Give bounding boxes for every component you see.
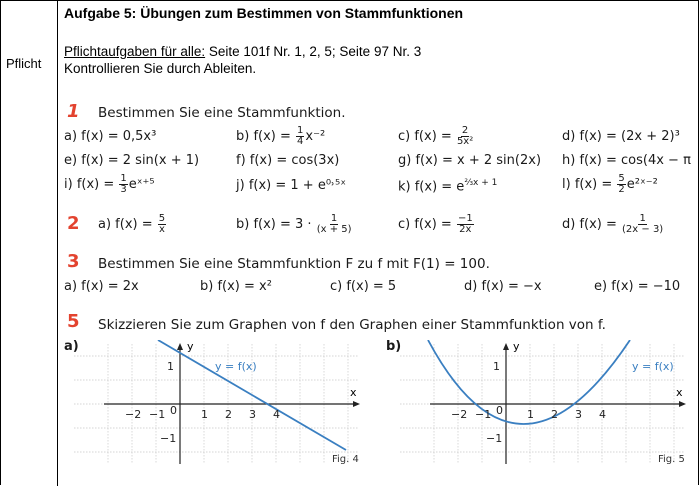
graph-a-func-label: y = f(x) [215,360,257,373]
ex2-c [398,214,475,235]
ex1-c-num: 2 [461,125,469,136]
ex2-b-pre: b) f(x) = 3 · [236,217,316,232]
assignment-pages: Seite 101f Nr. 1, 2, 5; Seite 97 Nr. 3 [205,44,422,59]
graph-b-tick: −2 [451,408,468,421]
ex2-d [562,214,664,235]
ex1-b-frac [296,126,304,147]
ex1-c-pre: c) f(x) = [398,129,456,144]
ex1-l-pre: l) f(x) = [562,177,617,192]
ex1-i-post: eˣ⁺⁵ [128,177,155,192]
ex3-c: c) f(x) = 5 [330,279,397,294]
ex2-a-den: x [158,224,165,235]
ex1-f: f) f(x) = cos(3x) [236,153,340,168]
graph-b-y-axis-label: y [513,340,520,353]
ex3-number: 3 [67,251,80,272]
pflicht-label: Pflicht [6,56,42,71]
ex1-b [236,126,325,147]
ex2-b-frac [317,214,352,235]
ex1-i [64,174,155,195]
ex1-l-post: e²ˣ⁻² [626,177,658,192]
textbook-excerpt [64,96,698,484]
ex2-a [98,214,167,235]
ex1-i-frac [119,174,127,195]
graph-a-y-axis-label: y [187,340,194,353]
ex1-b-den: 4 [297,136,304,147]
ex3-title: Bestimmen Sie eine Stammfunktion F zu f mit F(1) = 100. [98,256,490,272]
ex1-b-pre: b) f(x) = [236,129,296,144]
graph-b-tick: 1 [527,408,534,421]
graph-a-label: a) [64,339,79,354]
ex3-e: e) f(x) = −10 [594,279,681,294]
graph-b-tick: 1 [493,360,500,373]
ex1-i-num: 1 [120,173,127,184]
graph-a [74,340,366,468]
ex1-h: h) f(x) = cos(4x − π [562,153,691,168]
graph-a-tick: 3 [249,408,256,421]
graph-a-x-arrow [353,401,360,407]
graph-b-x-axis-label: x [676,386,683,399]
ex1-c-frac [457,126,473,147]
ex3-d: d) f(x) = −x [464,279,542,294]
ex1-b-num: 1 [297,125,304,136]
graph-a-tick: −1 [160,432,177,445]
graph-b-y-arrow [503,343,509,350]
graph-b-func-label: y = f(x) [632,360,674,373]
graph-a-y-arrow [177,343,183,350]
ex2-number: 2 [67,213,80,234]
ex1-e: e) f(x) = 2 sin(x + 1) [64,153,200,168]
graph-b [400,340,692,468]
ex2-c-pre: c) f(x) = [398,217,456,232]
graph-a-tick: 1 [201,408,208,421]
ex1-c [398,126,474,147]
ex2-a-num: 5 [158,213,166,224]
page-title: Aufgabe 5: Übungen zum Bestimmen von Stammfunktionen [64,5,464,21]
graph-a-tick: 1 [167,360,174,373]
graph-a-x-axis-label: x [350,386,357,399]
ex2-a-pre: a) f(x) = [98,217,157,232]
ex1-l [562,174,658,195]
ex1-k [398,178,497,194]
graph-b-tick: 2 [551,408,558,421]
graph-b-tick: 0 [496,404,503,417]
ex1-l-den: 2 [618,184,625,195]
ex2-b-num: 1 [330,213,338,224]
graph-b-tick: 3 [575,408,582,421]
graph-b-x-arrow [679,401,686,407]
graph-a-fig: Fig. 4 [332,454,359,465]
graph-a-tick: −2 [125,408,142,421]
ex1-g: g) f(x) = x + 2 sin(2x) [398,153,542,168]
ex1-c-den: 5x² [456,136,474,147]
graph-b-tick: −1 [486,432,503,445]
ex3-b: b) f(x) = x² [200,279,272,294]
ex1-number: 1 [67,101,80,122]
ex1-b-post: x⁻² [305,129,326,144]
ex2-c-den: 2x [459,224,472,235]
ex2-b [236,214,353,235]
ex1-l-frac [617,174,625,195]
ex2-b-den: (x + 5) [316,224,352,235]
ex2-d-frac [622,214,663,235]
check-line: Kontrollieren Sie durch Ableiten. [64,61,257,76]
ex1-k-exp: ⅔x + 1 [464,178,498,188]
graph-b-fig: Fig. 5 [658,454,685,465]
ex5-title: Skizzieren Sie zum Graphen von f den Graphen einer Stammfunktion von f. [98,317,606,333]
ex2-c-frac [457,214,474,235]
ex1-j: j) f(x) = 1 + e⁰˒⁵ˣ [236,178,346,193]
ex5-number: 5 [67,311,80,332]
graph-a-tick: 2 [225,408,232,421]
ex2-d-num: 1 [639,213,646,224]
graph-a-tick: 0 [170,404,177,417]
ex1-d: d) f(x) = (2x + 2)³ [562,129,680,144]
ex1-a: a) f(x) = 0,5x³ [64,129,157,144]
ex3-a: a) f(x) = 2x [64,279,139,294]
column-divider [57,0,58,486]
graph-b-tick: 4 [599,408,606,421]
ex1-title: Bestimmen Sie eine Stammfunktion. [98,105,346,121]
graph-a-tick: 4 [273,408,280,421]
assignment-line [64,44,421,59]
graph-a-tick: −1 [149,408,166,421]
ex1-i-pre: i) f(x) = [64,177,119,192]
ex2-a-frac [158,214,166,235]
ex1-l-num: 5 [618,173,625,184]
ex2-c-num: −1 [457,213,473,224]
ex1-k-pre: k) f(x) = e [398,179,465,195]
assignment-underlined: Pflichtaufgaben für alle: [64,44,206,59]
graph-b-label: b) [386,339,402,354]
ex2-d-pre: d) f(x) = [562,217,622,232]
graph-b-tick: −1 [475,408,492,421]
ex1-i-den: 3 [120,184,127,195]
ex2-d-den: (2x − 3) [622,224,664,235]
